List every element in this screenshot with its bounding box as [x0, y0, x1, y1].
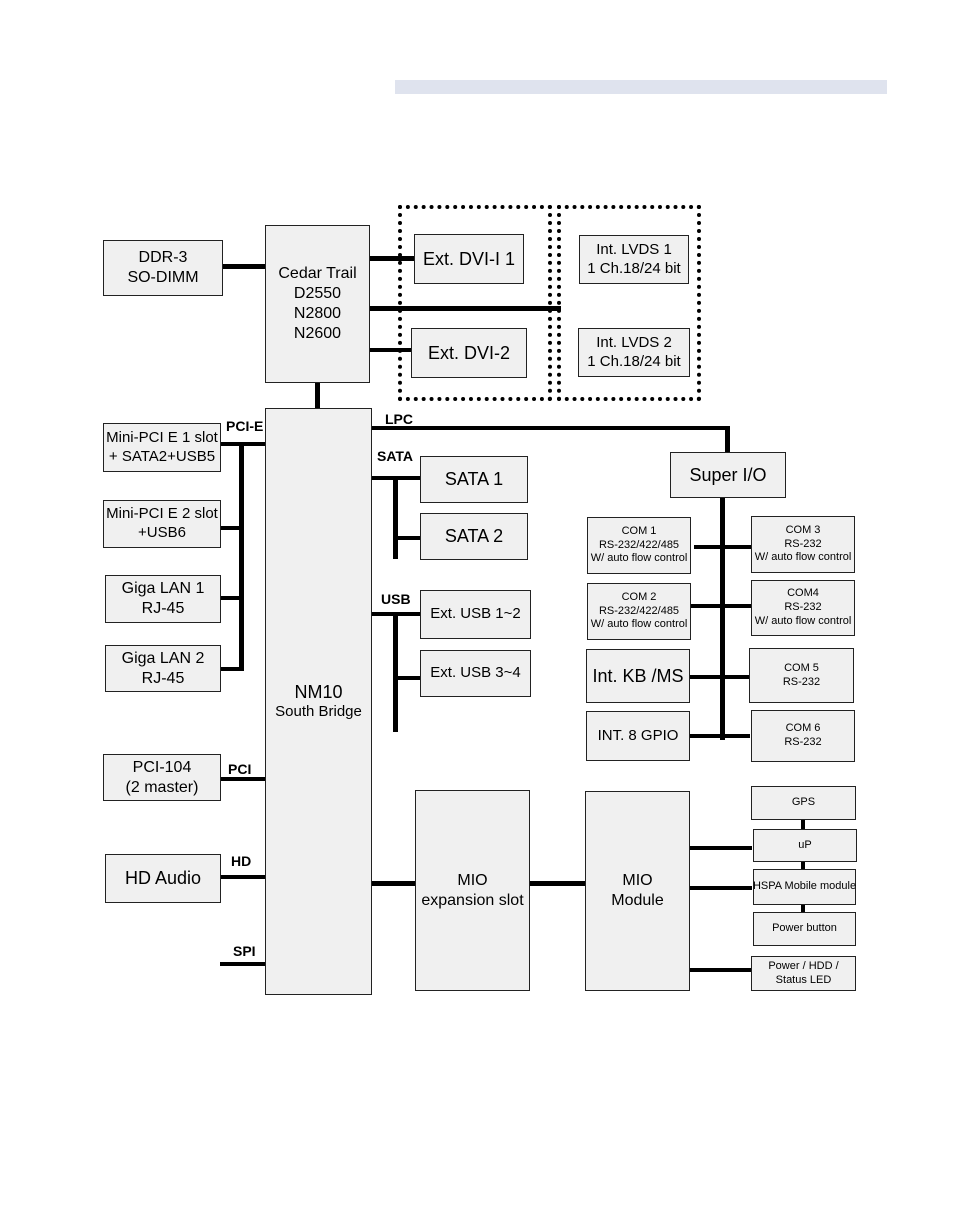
ext-dvi-2: [411, 328, 527, 378]
pcie-lan2-link: [220, 667, 242, 671]
mio-up-link: [690, 846, 752, 850]
lan1-line1: Giga LAN 1: [121, 580, 205, 597]
com3-line3: W/ auto flow control: [754, 551, 852, 564]
com-4: [751, 580, 855, 636]
spi-link: [220, 962, 266, 966]
cpu-line4: N2600: [293, 325, 342, 342]
minipcie2-line2: +USB6: [138, 524, 186, 541]
lan2-line2: RJ-45: [141, 669, 185, 687]
lvds1-line1: Int. LVDS 1: [596, 240, 672, 258]
mini-pcie-1-slot: [103, 423, 221, 472]
sata-1: [420, 456, 528, 503]
lpc-drop: [725, 426, 730, 453]
cpu-line3: N2800: [293, 305, 342, 322]
com6-line2: RS-232: [784, 736, 822, 748]
int-lvds-1: [579, 235, 689, 284]
usb34-link: [393, 676, 420, 680]
hdaudio-label: HD Audio: [124, 868, 202, 889]
hspa-mobile-module: [753, 869, 856, 905]
usb12-label: Ext. USB 1~2: [430, 605, 521, 623]
lpc-link: [370, 426, 728, 430]
com5-line1: COM 5: [784, 661, 819, 674]
miomodule-line2: Module: [611, 892, 664, 909]
ddr-line2: SO-DIMM: [127, 269, 199, 286]
bus-label-usb: USB: [381, 591, 411, 607]
pcie-mini2-link: [220, 526, 242, 530]
hd-audio: [105, 854, 221, 903]
sata1-label: SATA 1: [444, 469, 504, 490]
com-3: [751, 516, 855, 573]
com1-line2: RS-232/422/485: [598, 538, 680, 551]
int-lvds-2: [578, 328, 690, 377]
sata2-label: SATA 2: [444, 526, 504, 547]
mio-module: [585, 791, 690, 991]
nm10-south-bridge: [265, 408, 372, 995]
up-label: uP: [798, 838, 812, 851]
mio-hspa-link: [690, 886, 752, 890]
sb-mio-link: [370, 881, 416, 886]
int-8-gpio: [586, 711, 690, 761]
com-5: [749, 648, 854, 703]
dvi1-label: Ext. DVI-I 1: [422, 248, 516, 269]
ext-usb-3-4: [420, 650, 531, 697]
giga-lan-2: [105, 645, 221, 692]
cpu-sb-link: [315, 382, 320, 408]
mini-pcie-2-slot: [103, 500, 221, 548]
gps-label: GPS: [791, 796, 816, 809]
status-led: [751, 956, 856, 991]
com2-line3: W/ auto flow control: [590, 618, 688, 631]
usb-vertical: [393, 612, 398, 732]
ddr3-sodimm: [103, 240, 223, 296]
com6-line1: COM 6: [785, 722, 821, 735]
cpu-cedar-trail: [265, 225, 370, 383]
mio-module-link: [530, 881, 586, 886]
lvds-link: [369, 306, 561, 311]
minipcie2-line1: Mini-PCI E 2 slot: [106, 505, 218, 523]
dvi1-link: [369, 256, 415, 261]
bus-label-lpc: LPC: [385, 411, 413, 427]
lvds2-line2: 1 Ch.18/24 bit: [587, 352, 681, 370]
pcie-lan1-link: [220, 596, 242, 600]
ext-dvi-1: [414, 234, 524, 284]
mio-led-link: [690, 968, 752, 972]
sata-2: [420, 513, 528, 560]
com-6: [751, 710, 855, 762]
pci104-line1: PCI-104: [132, 758, 192, 776]
sb-line2: South Bridge: [275, 703, 362, 721]
up: [753, 829, 857, 862]
pci-link: [220, 777, 266, 781]
pci104-line2: (2 master): [125, 778, 199, 796]
kbms-label: Int. KB /MS: [592, 665, 684, 686]
com5-line2: RS-232: [782, 675, 821, 688]
superio-gpio-com6: [690, 734, 750, 738]
cpu-line2: D2550: [293, 285, 342, 302]
ddr-line1: DDR-3: [138, 249, 188, 266]
gpio-label: INT. 8 GPIO: [597, 726, 679, 744]
superio-label: Super I/O: [689, 464, 767, 485]
led-line2: Status LED: [775, 973, 832, 986]
lan2-line1: Giga LAN 2: [121, 649, 205, 667]
powerbtn-label: Power button: [772, 922, 837, 935]
bus-label-pcie: PCI-E: [226, 418, 264, 434]
led-line1: Power / HDD /: [768, 959, 839, 972]
com3-line2: RS-232: [784, 537, 822, 550]
minipcie1-line1: Mini-PCI E 1 slot: [106, 428, 218, 446]
com4-line2: RS-232: [784, 601, 822, 614]
superio-com2-4: [691, 604, 752, 608]
hd-link: [220, 875, 266, 879]
sata-vertical: [393, 476, 398, 559]
power-button: [753, 912, 856, 946]
lvds2-line1: Int. LVDS 2: [596, 333, 672, 351]
ddr-link: [222, 264, 266, 269]
bus-label-spi: SPI: [233, 943, 256, 959]
ext-usb-1-2: [420, 590, 531, 639]
header-bar: [395, 80, 887, 94]
gps: [751, 786, 856, 820]
pci-104: [103, 754, 221, 801]
int-kb-ms: [586, 649, 690, 703]
giga-lan-1: [105, 575, 221, 623]
mioslot-line2: expansion slot: [421, 891, 524, 909]
usb34-label: Ext. USB 3~4: [430, 664, 521, 682]
com3-line1: COM 3: [785, 523, 821, 536]
com4-line3: W/ auto flow control: [754, 614, 852, 627]
minipcie1-line2: + SATA2+USB5: [108, 447, 216, 465]
super-io: [670, 452, 786, 498]
sb-line1: NM10: [294, 681, 343, 702]
superio-kb-com5: [690, 675, 750, 679]
com1-line1: COM 1: [621, 524, 657, 537]
com2-line1: COM 2: [621, 590, 657, 603]
com-2: [587, 583, 691, 640]
com2-line2: RS-232/422/485: [598, 604, 680, 617]
bus-label-hd: HD: [231, 853, 252, 869]
mioslot-line1: MIO: [457, 871, 488, 889]
com1-line3: W/ auto flow control: [590, 552, 688, 565]
mio-expansion-slot: [415, 790, 530, 991]
bus-label-pci: PCI: [228, 761, 252, 777]
cpu-line1: Cedar Trail: [278, 265, 357, 282]
com4-line1: COM4: [787, 587, 819, 600]
bus-label-sata: SATA: [377, 448, 414, 464]
hspa-label: HSPA Mobile module: [752, 880, 857, 893]
miomodule-line1: MIO: [622, 872, 653, 889]
com-1: [587, 517, 691, 574]
lan1-line2: RJ-45: [141, 600, 185, 617]
dvi2-label: Ext. DVI-2: [427, 342, 511, 363]
pcie-vertical: [239, 442, 244, 671]
superio-com1-3: [694, 545, 752, 549]
sata2-link: [393, 536, 420, 540]
dvi2-link: [369, 348, 413, 352]
lvds1-line2: 1 Ch.18/24 bit: [587, 259, 681, 277]
superio-vertical: [720, 497, 725, 740]
